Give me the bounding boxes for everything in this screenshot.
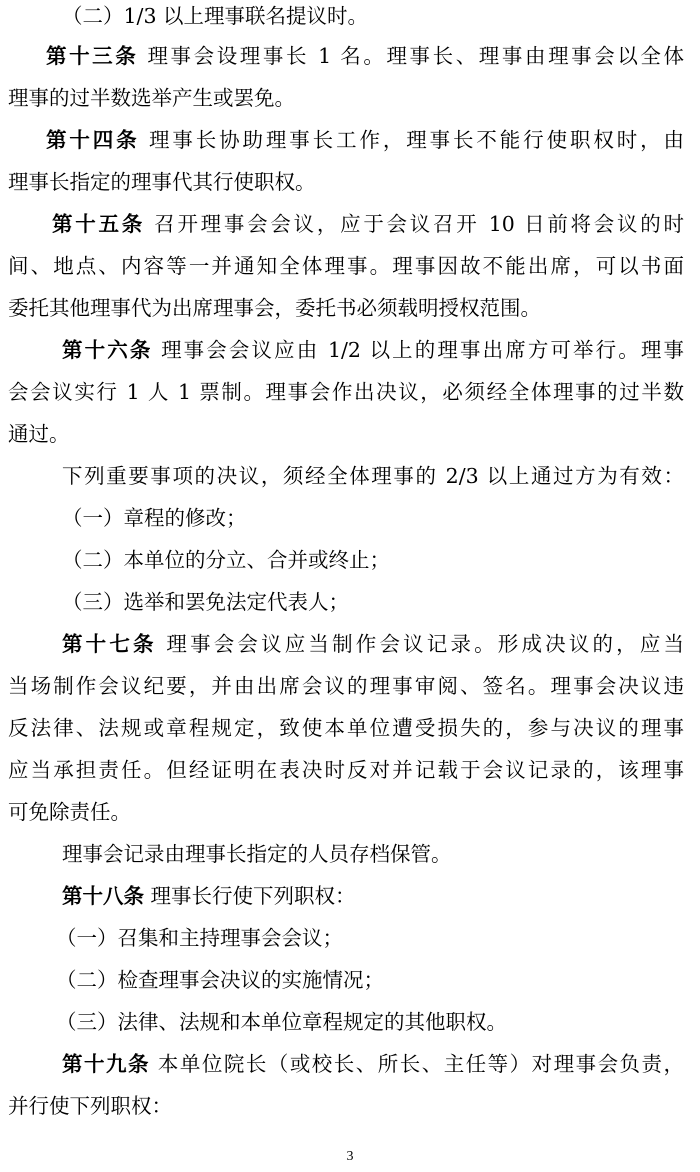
text-line: 下列重要事项的决议，须经全体理事的 2/3 以上通过方为有效：: [62, 464, 684, 488]
text-line: 反法律、法规或章程规定，致使本单位遭受损失的，参与决议的理事: [8, 716, 684, 740]
text-line: 应当承担责任。但经证明在表决时反对并记载于会议记录的，该理事: [8, 758, 684, 782]
article-line: 第十五条 召开理事会会议，应于会议召开 10 日前将会议的时: [52, 212, 685, 236]
article-label: 第十三条: [46, 44, 139, 68]
text-line: 会会议实行 1 人 1 票制。理事会作出决议，必须经全体理事的过半数: [8, 380, 684, 404]
article-label: 第十五条: [52, 212, 145, 236]
article-label: 第十七条: [62, 632, 157, 656]
article-line: 第十三条 理事会设理事长 1 名。理事长、理事由理事会以全体: [46, 44, 684, 68]
list-item: （三）法律、法规和本单位章程规定的其他职权。: [56, 1010, 507, 1034]
article-line: 第十四条 理事长协助理事长工作，理事长不能行使职权时，由: [46, 128, 685, 152]
article-line: 第十九条 本单位院长（或校长、所长、主任等）对理事会负责，: [62, 1052, 685, 1076]
article-label: 第十六条: [62, 338, 153, 362]
text-line: 可免除责任。: [8, 800, 131, 824]
text-line: 理事会记录由理事长指定的人员存档保管。: [62, 842, 452, 866]
text-line: 理事长指定的理事代其行使职权。: [8, 170, 316, 194]
text-line: 委托其他理事代为出席理事会，委托书必须载明授权范围。: [8, 296, 541, 320]
list-item: （二）检查理事会决议的实施情况；: [56, 968, 384, 992]
article-line: 第十七条 理事会会议应当制作会议记录。形成决议的，应当: [62, 632, 685, 656]
text-line: 并行使下列职权：: [8, 1094, 172, 1118]
article-line: 第十六条 理事会会议应由 1/2 以上的理事出席方可举行。理事: [62, 338, 684, 362]
page-number: 3: [346, 1149, 354, 1164]
article-line: 第十八条 理事长行使下列职权：: [62, 884, 356, 908]
text-line: （二）1/3 以上理事联名提议时。: [62, 4, 369, 28]
text-line: 间、地点、内容等一并通知全体理事。理事因故不能出席，可以书面: [8, 254, 684, 278]
list-item: （二）本单位的分立、合并或终止；: [62, 548, 390, 572]
list-item: （一）召集和主持理事会会议；: [56, 926, 343, 950]
text-line: 当场制作会议纪要，并由出席会议的理事审阅、签名。理事会决议违: [8, 674, 684, 698]
article-label: 第十八条: [62, 884, 144, 908]
text-line: 通过。: [8, 422, 70, 446]
article-label: 第十九条: [62, 1052, 150, 1076]
list-item: （三）选举和罢免法定代表人；: [62, 590, 349, 614]
list-item: （一）章程的修改；: [62, 506, 247, 530]
article-label: 第十四条: [46, 128, 140, 152]
text-line: 理事的过半数选举产生或罢免。: [8, 86, 295, 110]
